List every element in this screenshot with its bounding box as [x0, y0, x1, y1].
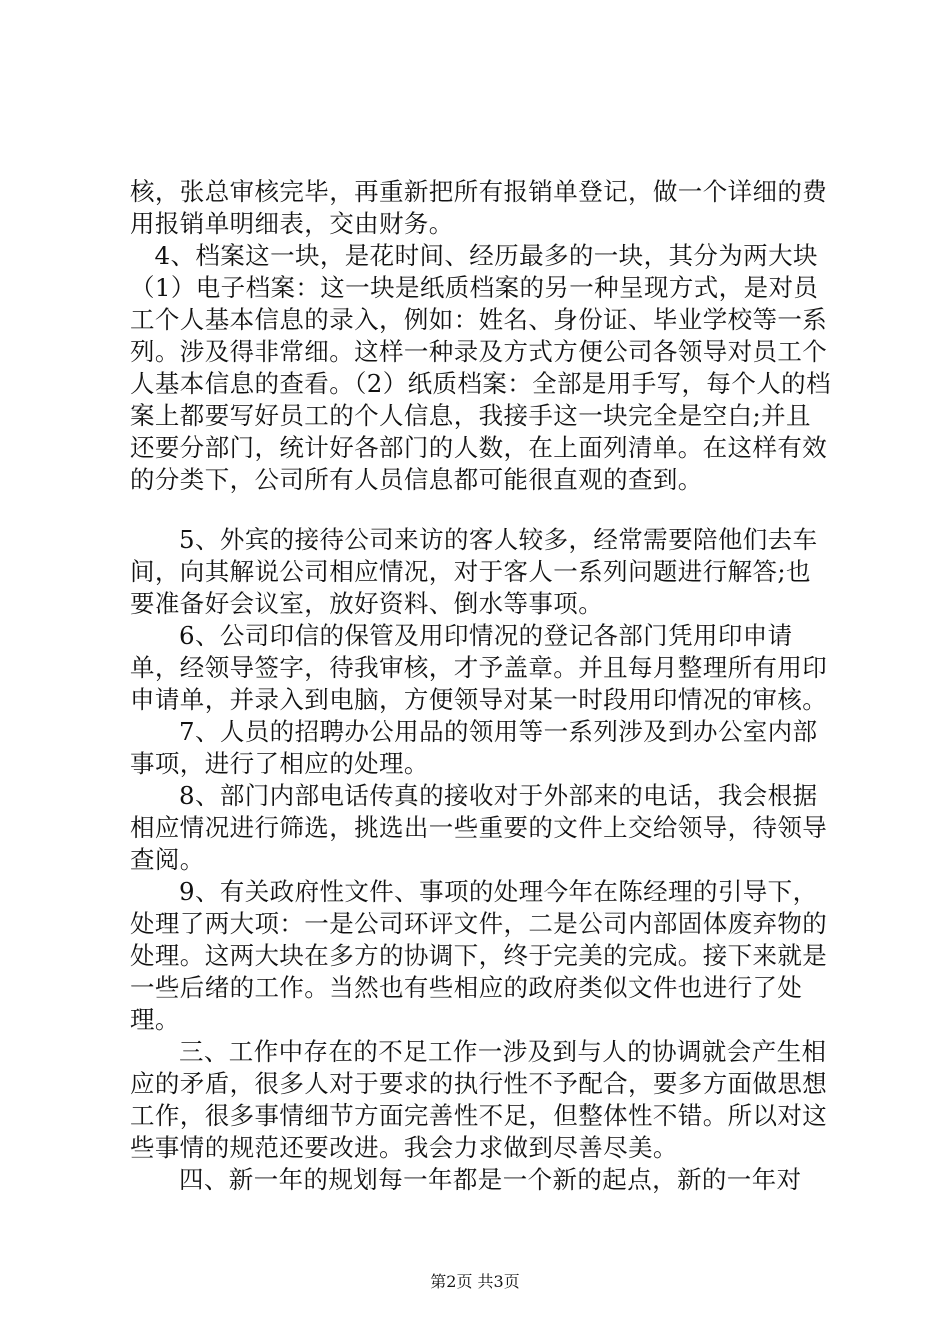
paragraph-8: 三、工作中存在的不足工作一涉及到与人的协调就会产生相应的矛盾，很多人对于要求的执行性不予配合，要多方面做思想工作，很多事情细节方面完善性不足，但整体性不错。所以对这些事情的规范还要改进。我会力求做到尽善尽美。 — [130, 1037, 828, 1162]
paragraph-4: 6、公司印信的保管及用印情况的登记各部门凭用印申请单，经领导签字，待我审核，才予盖章。并且每月整理所有用印申请单，并录入到电脑，方便领导对某一时段用印情况的审核。 — [130, 621, 828, 714]
paragraph-3: 5、外宾的接待公司来访的客人较多，经常需要陪他们去车间，向其解说公司相应情况，对于客人一系列问题进行解答;也要准备好会议室，放好资料、倒水等事项。 — [130, 525, 818, 618]
paragraph-gap — [130, 496, 835, 524]
paragraph-5: 7、人员的招聘办公用品的领用等一系列涉及到办公室内部事项，进行了相应的处理。 — [130, 717, 818, 778]
page-number-footer: 第2页 共3页 — [430, 1272, 520, 1291]
document-body — [130, 176, 835, 1196]
paragraph-1: 核，张总审核完毕，再重新把所有报销单登记，做一个详细的费用报销单明细表，交由财务。 — [130, 177, 828, 238]
paragraph-6: 8、部门内部电话传真的接收对于外部来的电话，我会根据相应情况进行筛选，挑选出一些重要的文件上交给领导，待领导查阅。 — [130, 781, 828, 874]
paragraph-7: 9、有关政府性文件、事项的处理今年在陈经理的引导下，处理了两大项：一是公司环评文件，二是公司内部固体废弃物的处理。这两大块在多方的协调下，终于完美的完成。接下来就是一些后绪的工作。当然也有些相应的政府类似文件也进行了处理。 — [130, 877, 828, 1034]
paragraph-2: 4、档案这一块，是花时间、经历最多的一块，其分为两大块（1）电子档案：这一块是纸质档案的另一种呈现方式，是对员工个人基本信息的录入，例如：姓名、身份证、毕业学校等一系列。涉及得非常细。这样一种录及方式方便公司各领导对员工个人基本信息的查看。（2）纸质档案：全部是用手写，每个人的档案上都要写好员工的个人信息，我接手这一块完全是空白;并且还要分部门，统计好各部门的人数，在上面列清单。在这样有效的分类下，公司所有人员信息都可能很直观的查到。 — [130, 241, 831, 494]
paragraph-9: 四、新一年的规划每一年都是一个新的起点，新的一年对 — [179, 1165, 802, 1194]
